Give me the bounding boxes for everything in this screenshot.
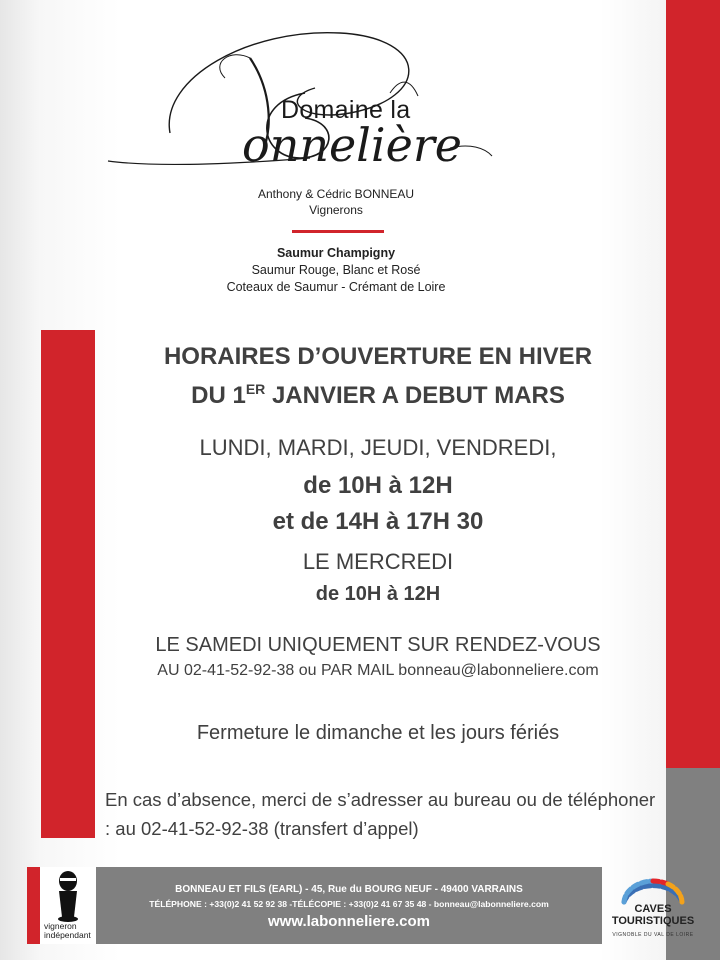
footer-phones[interactable]: TÉLÉPHONE : +33(0)2 41 52 92 38 -TÉLÉCOPIE : +33(0)2 41 67 35 48 - bonneau@labonneliere.com [149,899,549,909]
vigneron-independant-text [44,922,96,940]
weekday-hours [40,433,716,537]
owners-names: Anthony & Cédric BONNEAU [257,187,415,201]
caves-touristiques-subtitle: VIGNOBLE DU VAL DE LOIRE [612,932,694,938]
footer-contact-band [96,867,602,944]
vigneron-figure-icon [40,867,96,923]
wednesday-label: LE MERCREDI [302,549,454,574]
logo-domaine-text: Domaine la [281,96,411,124]
footer-red-strip [27,867,40,944]
absence-notice: En cas d’absence, merci de s’adresser au bureau ou de téléphoner : au 02-41-52-92-38 (transfert d’appel) [105,789,656,839]
caves-touristiques-title [602,903,704,927]
wednesday-hours-value: de 10H à 12H [315,583,441,605]
owners-role: Vignerons [309,203,363,217]
saturday-notice: LE SAMEDI UNIQUEMENT SUR RENDEZ-VOUS [155,634,601,656]
saturday-block [40,631,716,683]
caves-line2: TOURISTIQUES [611,915,695,927]
vi-line1: vigneron [44,921,77,931]
footer-address: BONNEAU ET FILS (EARL) - 45, Rue du BOURG NEUF - 49400 VARRAINS [175,884,523,895]
hours-title-suffix: JANVIER A DEBUT MARS [265,382,565,409]
hours-title-prefix: DU 1 [191,382,246,409]
appellations-block [0,245,672,296]
hours-title-line1: HORAIRES D’OUVERTURE EN HIVER [163,343,593,370]
owners-block [0,186,672,218]
weekday-afternoon-hours: et de 14H à 17H 30 [272,508,484,535]
hours-title [40,340,716,412]
weekdays-label: LUNDI, MARDI, JEUDI, VENDREDI, [199,435,557,460]
caves-line1: CAVES [634,903,672,915]
logo-bonneliere-text: onnelière [242,118,463,172]
appellation-main: Saumur Champigny [276,246,396,260]
weekday-morning-hours: de 10H à 12H [303,472,453,499]
saturday-contact[interactable]: AU 02-41-52-92-38 ou PAR MAIL bonneau@labonneliere.com [157,662,599,679]
hours-title-sup: ER [245,381,266,397]
vi-line2: indépendant [44,930,91,940]
appellation-line3: Coteaux de Saumur - Crémant de Loire [226,280,446,294]
footer-website-link[interactable]: www.labonneliere.com [268,913,430,930]
hours-title-line2 [40,373,716,412]
closure-notice: Fermeture le dimanche et les jours fériés [196,722,560,744]
header-divider [292,230,384,233]
appellation-line2: Saumur Rouge, Blanc et Rosé [251,263,421,277]
wednesday-hours [40,548,716,608]
